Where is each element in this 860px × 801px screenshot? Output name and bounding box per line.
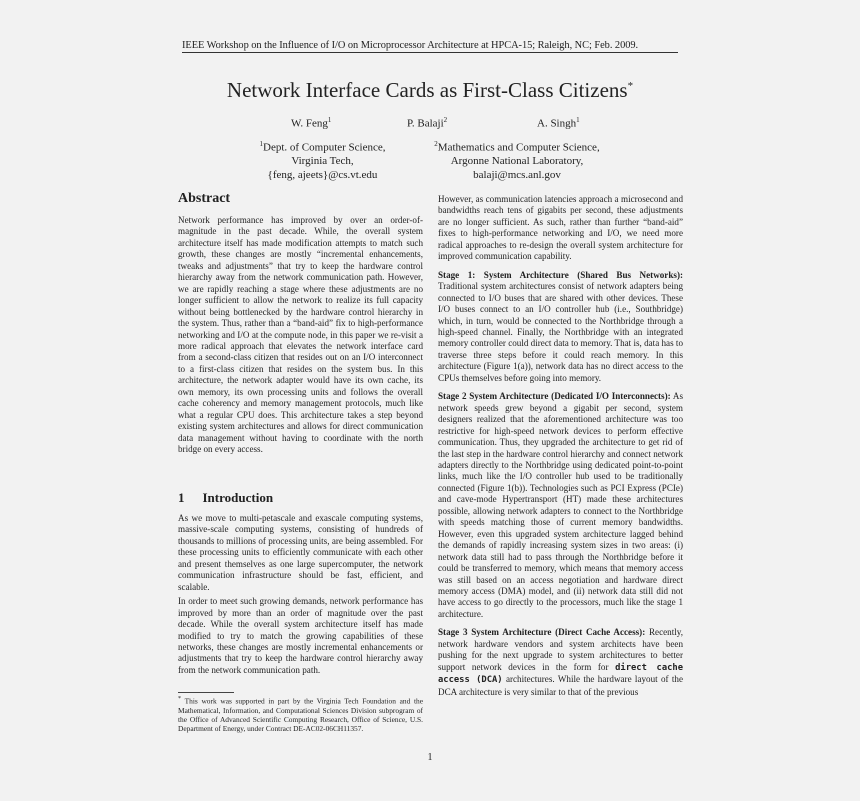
affiliation-vt: [250, 138, 395, 182]
section-title: Introduction: [202, 490, 274, 505]
stage3-title: Stage 3 System Architecture (Direct Cache Access):: [438, 627, 646, 638]
stage1-text: Traditional system architectures consist of network adapters being connected to I/O buses that are shared with other devices. These I/O buses connect to an I/O controller hub (i.e., Southbridge) which, in turn, would be connected to the Northbridge through a high-speed channel. Finally, the Northbridge with an integrated memory controller could direct data to memory. That is, data has to traverse three steps before it could reach memory. In this architecture (Figure 1(a)), network data has no direct access to the CPUs themselves before going into memory.: [438, 281, 683, 383]
section-number: 1: [178, 490, 185, 505]
introduction-body: [178, 513, 423, 676]
title-text: Network Interface Cards as First-Class Citizens: [226, 78, 628, 102]
author-affil-mark: 1: [327, 116, 332, 124]
affil-mark: 2: [434, 140, 438, 148]
author-balaji: [407, 116, 447, 130]
author-feng: [291, 116, 331, 130]
right-column: [438, 194, 683, 698]
stage1-title: Stage 1: System Architecture (Shared Bus Networks):: [438, 269, 683, 280]
stage3-text-a: Recently, network hardware vendors and system architects have been pushing for the next upgrade to system architectures to better support network devices in the form for: [438, 627, 683, 672]
stage2-paragraph: [438, 391, 683, 620]
stage3-paragraph: [438, 627, 683, 698]
intro-paragraph-2: In order to meet such growing demands, network performance has improved by more than an order of magnitude over the past decade. While the overall system architecture itself has made modified to try to match the growing capabilities of these networks, these changes are mostly incremental enhancements or adjustments that try to keep the hardware control hierarchy away from the network communication path.: [178, 596, 423, 675]
stage2-text: As network speeds grew beyond a gigabit per second, system designers realized that the aforementioned architecture was too restrictive for high-speed network devices to perform effective communication. Thus, they upgraded the architecture to get rid of the last step in the hardware control hierarchy and connect network adapters directly to the Northbridge using dedicated point-to-point links, much like the I/O controller hub used to be traditionally connected (Figure 1(b)). Technologies such as PCI Express (PCIe) and cave-mode Hypertransport (HT) made these architectures possible, allowing network adapters to connect to the Northbridge with speeds matching those of current memory bandwidths. However, even this upgraded system architecture lagged behind the demands of rapidly increasing system sizes in two areas: (i) network data still had to pass through the Northbridge before it could be transferred to memory, which means that memory access was still based on an access negotiation and hardware direct memory access (DMA) model, and (ii) network data still did not have access to go directly to the processors, much like the stage 1 architecture.: [438, 391, 683, 619]
affil-line: Mathematics and Computer Science,: [437, 141, 600, 154]
author-name: P. Balaji: [407, 117, 444, 130]
author-affil-mark: 2: [443, 116, 448, 124]
affiliation-anl: [424, 138, 610, 182]
affil-line: Virginia Tech,: [291, 155, 354, 168]
paper-title: [0, 78, 860, 103]
running-header: IEEE Workshop on the Influence of I/O on Microprocessor Architecture at HPCA-15; Raleigh, NC; Feb. 2009.: [182, 40, 678, 53]
footnote-text: This work was supported in part by the Virginia Tech Foundation and the Mathematical, Information, and Computational Sciences Division subprogram of the Office of Advanced Scientific Computing Research, Office of Science, U.S. Department of Energy, under Contract DE-AC02-06CH11357.: [178, 696, 423, 734]
author-affil-mark: 1: [576, 116, 580, 124]
affil-mark: 1: [259, 140, 263, 148]
footnote: [178, 695, 423, 733]
intro-paragraph-1: As we move to multi-petascale and exascale computing systems, massive-scale computing systems, consisting of hundreds of thousands to millions of processing units, are being assembled. For these processing units to efficiently communicate with each other and present themselves as one large supercomputer, the network communication infrastructure should be fast, efficient, and scalable.: [178, 513, 423, 592]
right-paragraph-1: However, as communication latencies approach a microsecond and bandwidths reach tens of gigabits per second, these adjustments are no longer sufficient. As such, rather than further “band-aid” fixes to high-performance networking and I/O, we need more radical approaches to re-design the overall system architecture for improved communication capability.: [438, 194, 683, 262]
affil-line: Dept. of Computer Science,: [263, 141, 386, 154]
abstract-heading: Abstract: [178, 191, 231, 206]
affil-email: balaji@mcs.anl.gov: [473, 168, 561, 181]
stage1-paragraph: [438, 270, 683, 385]
dca-term: direct cache access (DCA): [438, 662, 684, 686]
footnote-mark: *: [178, 696, 182, 702]
author-singh: [537, 116, 580, 130]
abstract-body: [178, 215, 423, 456]
section-heading-introduction: [178, 490, 273, 506]
page-number: 1: [427, 752, 433, 763]
footnote-rule: [178, 692, 234, 693]
author-name: W. Feng: [291, 117, 328, 130]
affil-line: Argonne National Laboratory,: [450, 155, 584, 168]
abstract-text: Network performance has improved by over an order-of-magnitude in the past decade. While, the overall system architecture itself has made modification attempts to match such growth, these changes are mostly “incremental enhancements, tweaks and adjustments” that try to keep the hardware control hierarchy away from the network communication path. However, we are rapidly reaching a stage where these adjustments are no longer sufficient to allow the network to realize its full capacity without being bottlenecked by the hardware control hierarchy in the system. Thus, rather than a “band-aid” fix to high-performance networking and I/O at the compute node, in this paper we re-visit a more radical approach that elevates the network interface card from a second-class citizen that resides out on an I/O interconnect to a first-class citizen that resides on the system bus. In this architecture, the network adapter would have its own cache, its own memory, its own processing units and follows the overall cache coherency and memory management protocols, much like what a regular CPU does. This architecture takes a step beyond existing system architectures and allows for direct communication data management without having to coordinate with the north bridge on every access.: [178, 215, 423, 455]
author-name: A. Singh: [537, 117, 577, 130]
stage2-title: Stage 2 System Architecture (Dedicated I/O Interconnects):: [438, 391, 671, 402]
title-footnote-mark: *: [627, 80, 634, 92]
stage3-text-b: architectures. While the hardware layout of the DCA architecture is very similar to that of the previous: [438, 674, 683, 697]
affil-email: {feng, ajeets}@cs.vt.edu: [267, 168, 378, 181]
